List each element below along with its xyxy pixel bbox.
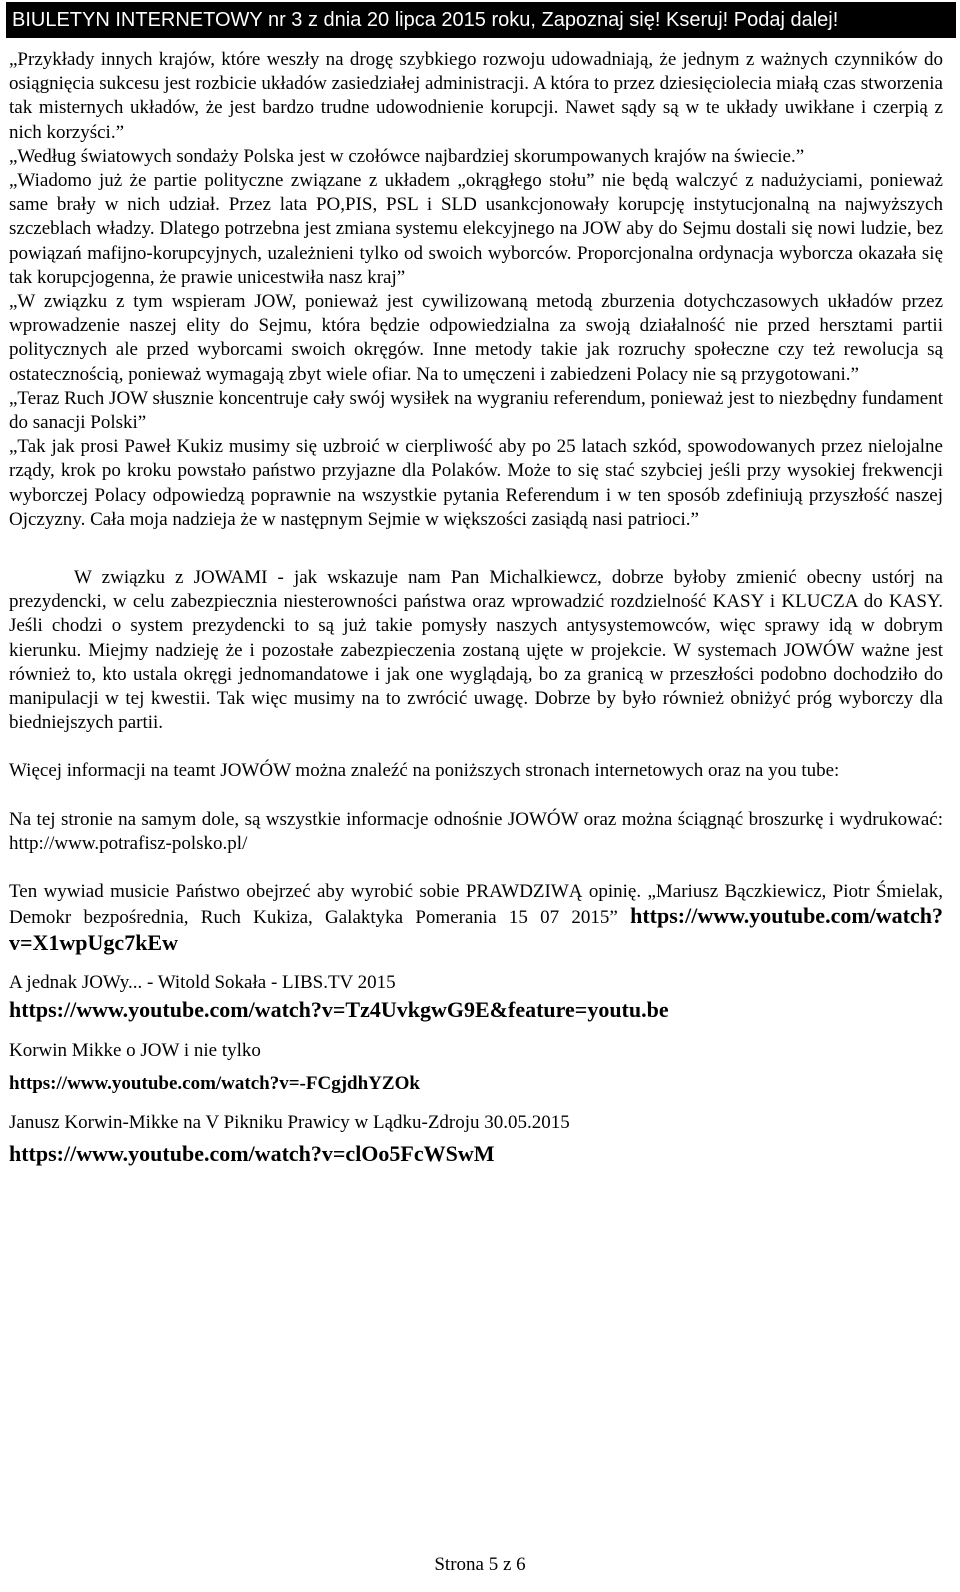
quote-paragraph: „Według światowych sondaży Polska jest w czołówce najbardziej skorumpowanych krajów na świecie.” (9, 145, 805, 167)
quote-paragraph: „Wiadomo już że partie polityczne związane z układem „okrągłego stołu” nie będą walczyć z nadużyciami, ponieważ same brały w nich udział. Przez lata PO,PIS, PSL i SLD usankcjonowały korupcję instytucjonalną na najwyższych szczeblach władzy. Dlatego potrzebna jest zmiana systemu elekcyjnego na JOW aby do Sejmu dostali się nowi ludzie, bez powiązań mafijno-korupcyjnych, uzależnieni tylko od swoich wyborców. Proporcjonalna ordynacja wyborcza okazała się tak korupcjogenna, że prawie unicestwiła nasz kraj” (9, 170, 943, 288)
jowami-paragraph: W związku z JOWAMI - jak wskazuje nam Pan Michalkiewcz, dobrze byłoby zmienić obecny ustórj na prezydencki, w celu zabezpiecznia niesterowności państwa oraz wprowadzić rozdzielność KASY i KLUCZA do KASY. Jeśli chodzi o system prezydencki to są już takie pomysły naszych antysystemowców, więc sprawy idą w dobrym kierunku. Miejmy nadzieję że i pozostałe zabezpieczenia zostaną ujęte w projekcie. W systemach JOWÓW ważne jest również to, kto ustala okręgi jednomandatowe i jak one wyglądają, bo za granicą w przeszłości podobno dochodziło do manipulacji w tej kwestii. Tak więc musimy na to zwrócić uwagę. Dobrze by było również obniżyć próg wyborczy dla biedniejszych partii. (9, 567, 943, 734)
video-title: Korwin Mikke o JOW i nie tylko (9, 1039, 261, 1061)
youtube-link-korwin[interactable]: https://www.youtube.com/watch?v=-FCgjdhYZOk (9, 1073, 420, 1095)
interview-paragraph (9, 880, 943, 957)
bulletin-header-text: BIULETYN INTERNETOWY nr 3 z dnia 20 lipca 2015 roku, Zapoznaj się! Kseruj! Podaj dalej! (12, 9, 839, 31)
video-title: Janusz Korwin-Mikke na V Pikniku Prawicy w Lądku-Zdroju 30.05.2015 (9, 1112, 570, 1134)
article-body (9, 48, 943, 1169)
brochure-paragraph: Na tej stronie na samym dole, są wszystkie informacje odnośnie JOWÓW oraz można ściągnąć broszurkę i wydrukować: http://www.potrafisz-polsko.pl/ (9, 808, 943, 854)
video-title: A jednak JOWy... - Witold Sokała - LIBS.TV 2015 (9, 971, 396, 993)
youtube-link-interview[interactable]: https://www.youtube.com/watch?v=X1wpUgc7kEw (9, 903, 943, 955)
youtube-link-sokala[interactable]: https://www.youtube.com/watch?v=Tz4UvkgwG9E&feature=youtu.be (9, 996, 669, 1022)
quote-paragraph: „Przykłady innych krajów, które weszły na drogę szybkiego rozwoju udowadniają, że jednym z ważnych czynników do osiągnięcia sukcesu jest rozbicie układów zasiedziałej administracji. A która to przez dziesięciolecia miałą czas stworzenia tak misternych układów, że jest bardzo trudne udowodnienie korupcji. Nawet sądy są w te układy uwikłane i czerpią z nich korzyści.” (9, 49, 943, 143)
bulletin-header-banner (6, 2, 956, 38)
more-info-paragraph: Więcej informacji na teamt JOWÓW można znaleźć na poniższych stronach internetowych oraz na you tube: (9, 760, 840, 782)
quote-paragraph: „Tak jak prosi Paweł Kukiz musimy się uzbroić w cierpliwość aby po 25 latach szkód, spowodowanych przez nielojalne rządy, krok po kroku powstało państwo przyjazne dla Polaków. Może to się stać szybciej jeśli przy wysokiej frekwencji wyborczej Polacy odpowiedzą poprawnie na wszystkie pytania Referendum i w ten sposób zdefiniują przyszłość naszej Ojczyzny. Cała moja nadzieja że w następnym Sejmie w większości zasiądą nasi patrioci.” (9, 436, 943, 530)
quote-paragraph: „W związku z tym wspieram JOW, ponieważ jest cywilizowaną metodą zburzenia dotychczasowych układów przez wprowadzenie naszej elity do Sejmu, która będzie odpowiedzialna za swoją działalność nie przed hersztami partii politycznych ale przed wyborcami swoich okręgów. Inne metody takie jak rozruchy społeczne czy też rewolucja są ostatecznością, ponieważ wymagają zbyt wiele ofiar. Na to umęczeni i zabiedzeni Polacy nie są przygotowani.” (9, 291, 943, 385)
page-number: Strona 5 z 6 (434, 1554, 526, 1575)
quote-paragraph: „Teraz Ruch JOW słusznie koncentruje cały swój wysiłek na wygraniu referendum, ponieważ jest to niezbędny fundament do sanacji Polski” (9, 387, 943, 434)
interview-text: Ten wywiad musicie Państwo obejrzeć aby wyrobić sobie PRAWDZIWĄ opinię. „Mariusz Bączkiewicz, Piotr Śmielak, Demokr bezpośrednia, Ruch Kukiza, Galaktyka Pomerania 15 07 2015” (9, 881, 943, 929)
youtube-link-piknik[interactable]: https://www.youtube.com/watch?v=clOo5FcWSwM (9, 1141, 495, 1167)
